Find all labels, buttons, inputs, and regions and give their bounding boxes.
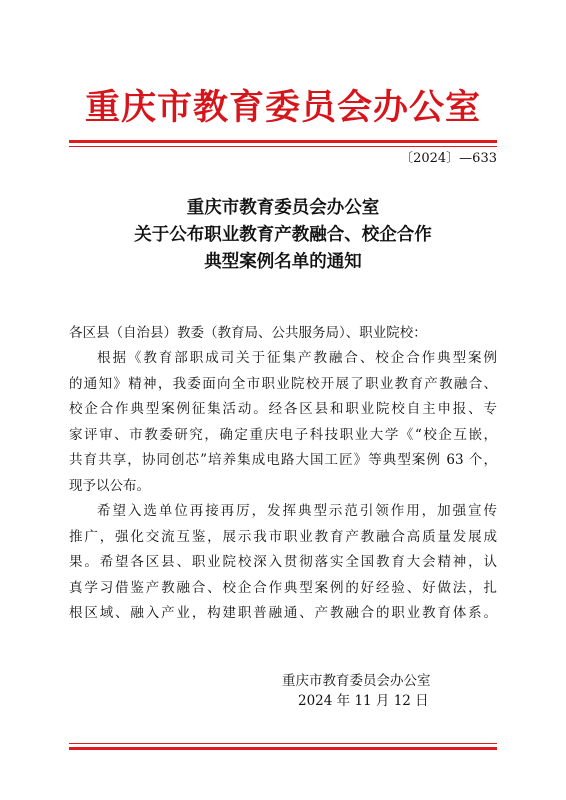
title-line-3: 典型案例名单的通知 [204,252,362,272]
masthead-title: 重庆市教育委员会办公室 [84,88,481,128]
paragraph-1-line: 根据《教育部职成司关于征集产教融合、校企合作典型案例 [97,350,497,366]
title-line-2: 关于公布职业教育产教融合、校企合作 [134,225,432,245]
footer-red-rule-thick [69,747,497,750]
header-red-rule-thin [69,146,497,147]
signature-date: 2024 年 11 月 12 日 [298,693,429,709]
title-line-1: 重庆市教育委员会办公室 [186,198,380,218]
document-number: 〔2024〕—633 [400,151,497,166]
paragraph-2-line: 推广，强化交流互鉴，展示我市职业教育产教融合高质量发展成 [69,528,497,545]
paragraph-1-line: 家评审、市教委研究，确定重庆电子科技职业大学《“校企互嵌， [69,426,497,443]
paragraph-2-line: 希望入选单位再接再厉，发挥典型示范引领作用，加强宣传 [97,503,497,519]
addressee: 各区县（自治县）教委（教育局、公共服务局）、职业院校： [69,325,427,341]
paragraph-1-line: 的通知》精神，我委面向全市职业院校开展了职业教育产教融合、 [69,375,497,392]
paragraph-1-line: 现予以公布。 [69,477,150,494]
header-red-rule-thick [69,140,497,143]
paragraph-2 [69,499,497,627]
document-title [0,195,566,276]
footer-red-rule-thin [69,743,497,744]
paragraph-1-line: 校企合作典型案例征集活动。经各区县和职业院校自主申报、专 [69,401,497,417]
paragraph-1-line: 共育共享，协同创芯”培养集成电路大国工匠》等典型案例 63 个， [69,452,497,468]
signature-organization: 重庆市教育委员会办公室 [282,673,431,689]
paragraph-2-line: 果。希望各区县、职业院校深入贯彻落实全国教育大会精神，认 [69,554,497,570]
paragraph-2-line: 根区域、融入产业，构建职普融通、产教融合的职业教育体系。 [69,605,497,621]
paragraph-1 [69,346,497,499]
paragraph-2-line: 真学习借鉴产教融合、校企合作典型案例的好经验、好做法，扎 [69,579,497,596]
